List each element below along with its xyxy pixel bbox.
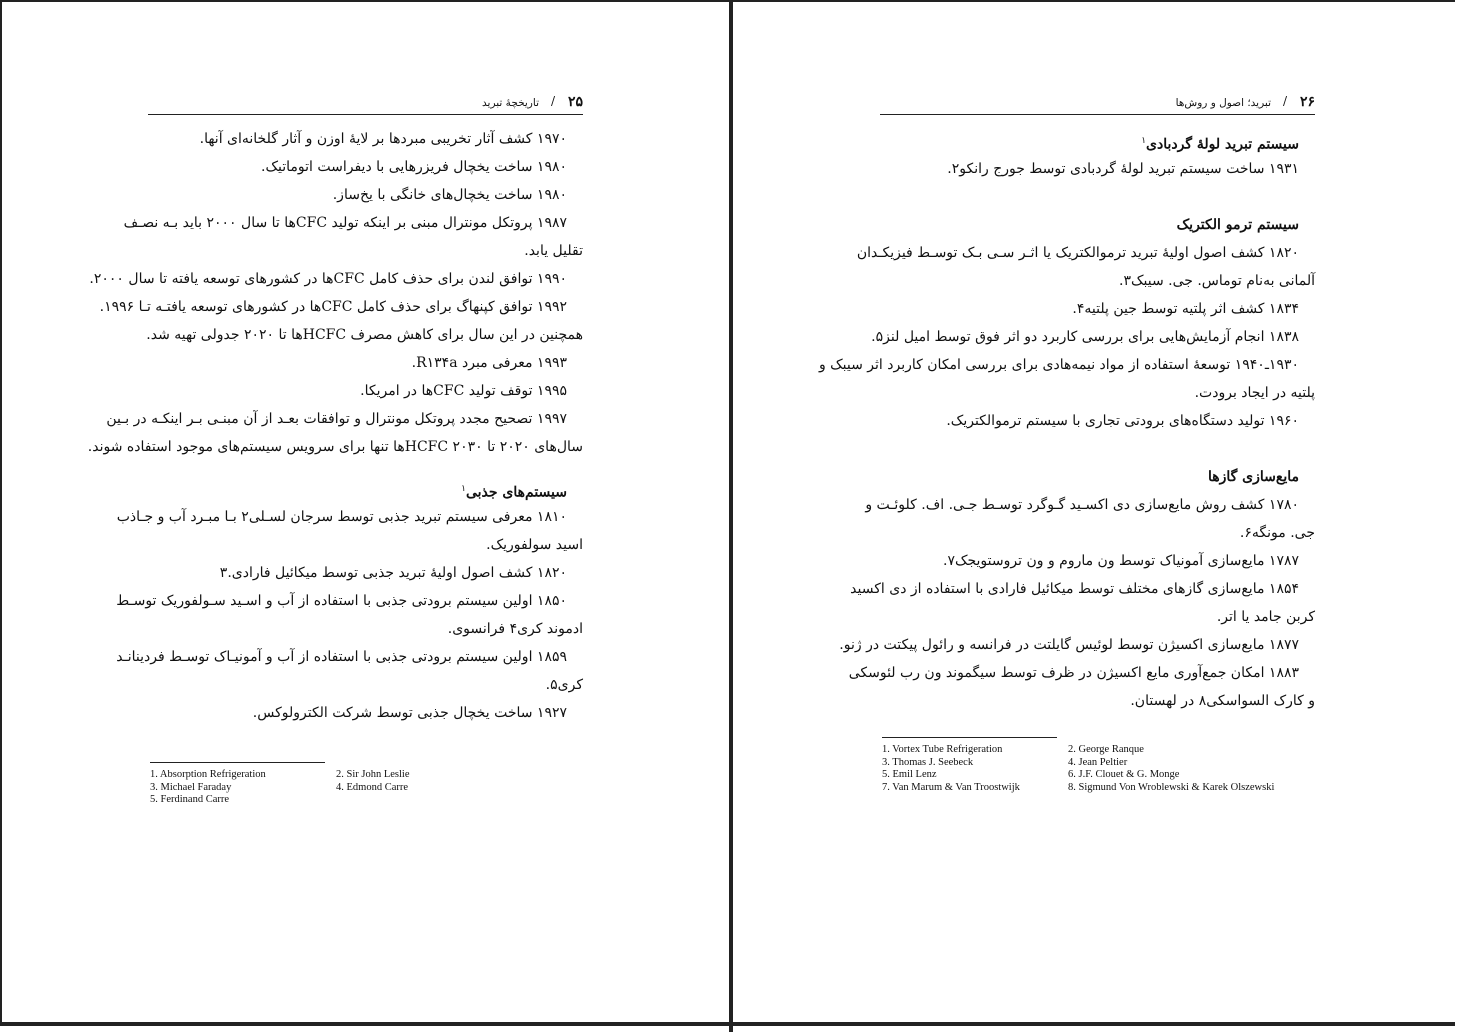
text-line: ۱۹۹۷ تصحیح مجدد پروتکل مونترال و توافقات بعـد از آن مبنـی بـر اینکـه در بـین bbox=[106, 411, 567, 427]
text-line: ۱۸۲۰ کشف اصول اولیهٔ تبرید ترموالکتریک یا اثـر سـی بـک توسـط فیزیکـدان bbox=[856, 245, 1299, 261]
left-page bbox=[87, 92, 583, 727]
section-heading: مایع‌سازی گازها bbox=[1207, 469, 1299, 485]
section-heading: سیستم ترمو الکتریک bbox=[1176, 217, 1299, 233]
book-spine bbox=[729, 0, 733, 1032]
footnote: 1. Vortex Tube Refrigeration bbox=[882, 744, 1003, 755]
footnote-rule bbox=[882, 737, 1057, 738]
footnote-rule bbox=[150, 762, 325, 763]
text-line: پلتیه در ایجاد برودت. bbox=[1194, 385, 1315, 401]
text-line: ۱۸۵۹ اولین سیستم برودتی جذبی با استفاده از آب و آمونیـاک توسـط فردینانـد bbox=[116, 649, 567, 665]
text-line: ۱۹۹۵ توقف تولید CFCها در امریکا. bbox=[360, 383, 567, 399]
absorption-block bbox=[116, 503, 583, 727]
text-line: ادموند کری۴ فرانسوی. bbox=[447, 621, 583, 637]
text-line: ۱۹۲۷ ساخت یخچال جذبی توسط شرکت الکترولوکس. bbox=[252, 705, 567, 721]
text-line: ۱۹۹۰ توافق لندن برای حذف کامل CFCها در کشورهای توسعه یافته تا سال ۲۰۰۰. bbox=[89, 271, 567, 287]
heading-text: سیستم‌های جذبی bbox=[465, 484, 567, 501]
page-number: ۲۶ bbox=[1299, 94, 1315, 110]
header-title: تاریخچهٔ تبرید bbox=[482, 97, 539, 109]
footnote: 3. Thomas J. Seebeck bbox=[882, 756, 974, 768]
heading-text: سیستم تبرید لولهٔ گردبادی bbox=[1146, 136, 1299, 153]
text-line: ۱۸۳۸ انجام آزمایش‌هایی برای بررسی کاربرد دو اثر فوق توسط امیل لنز۵. bbox=[871, 329, 1299, 345]
footnote: 5. Ferdinand Carre bbox=[150, 794, 230, 805]
footnote: 6. J.F. Clouet & G. Monge bbox=[1068, 769, 1180, 780]
text-line: ۱۹۳۱ ساخت سیستم تبرید لولهٔ گردبادی توسط جورج رانکو۲. bbox=[947, 161, 1299, 177]
text-line: ۱۹۶۰ تولید دستگاه‌های برودتی تجاری با سیستم ترموالکتریک. bbox=[946, 413, 1299, 429]
running-header bbox=[880, 92, 1315, 115]
section-heading bbox=[880, 127, 1315, 155]
text-line: کربن جامد یا اتر. bbox=[1216, 609, 1315, 625]
footnote: 1. Absorption Refrigeration bbox=[150, 769, 266, 780]
header-separator: / bbox=[550, 94, 555, 108]
footnote: 2. George Ranque bbox=[1068, 744, 1144, 755]
footnote: 2. Sir John Leslie bbox=[336, 769, 410, 780]
thermoelectric-block bbox=[818, 239, 1315, 435]
text-line: و کارک السواسکی۸ در لهستان. bbox=[1130, 693, 1315, 709]
footnote: 8. Sigmund Von Wroblewski & Karek Olszewski bbox=[1068, 781, 1275, 793]
text-line: آلمانی به‌نام توماس. جی. سیبک۳. bbox=[1118, 273, 1315, 289]
text-line: تقلیل یابد. bbox=[524, 243, 583, 259]
footnotes-right bbox=[882, 737, 1274, 794]
text-line: ۱۹۹۲ توافق کپنهاگ برای حذف کامل CFCها در کشورهای توسعه یافتـه تـا ۱۹۹۶. bbox=[99, 299, 567, 315]
text-line: سال‌های ۲۰۲۰ تا ۲۰۳۰ HCFCها تنها برای سرویس سیستم‌های موجود استفاده شوند. bbox=[87, 439, 583, 455]
text-line: ۱۸۷۷ مایع‌سازی اکسیژن توسط لوئیس گایلتت در فرانسه و رائول پیکتت در ژنو. bbox=[839, 637, 1299, 653]
footnote: 7. Van Marum & Van Troostwijk bbox=[882, 781, 1020, 793]
footnote bbox=[336, 794, 410, 807]
header-title: تبرید؛ اصول و روش‌ها bbox=[1175, 97, 1271, 109]
text-line: کری۵. bbox=[545, 677, 583, 693]
running-header bbox=[148, 92, 583, 115]
footnote-mark: ۱ bbox=[1141, 136, 1147, 146]
footnotes-left bbox=[150, 762, 410, 807]
text-line: ۱۸۱۰ معرفی سیستم تبرید جذبی توسط سرجان لسـلی۲ بـا مبـرد آب و جـاذب bbox=[116, 509, 567, 525]
text-line: ۱۹۳۰ـ۱۹۴۰ توسعهٔ استفاده از مواد نیمه‌هادی برای بررسی امکان کاربرد اثر سیبک و bbox=[818, 357, 1299, 373]
text-line: ۱۹۸۰ ساخت یخچال‌های خانگی با یخ‌ساز. bbox=[332, 187, 567, 203]
footnote: 3. Michael Faraday bbox=[150, 781, 232, 793]
text-line: ۱۹۹۳ معرفی مبرد R۱۳۴a. bbox=[411, 355, 567, 371]
header-separator: / bbox=[1282, 94, 1287, 108]
text-line: ۱۷۸۰ کشف روش مایع‌سازی دی اکسـید گـوگرد توسـط جـی. اف. کلوئـت و bbox=[865, 497, 1299, 513]
right-page bbox=[818, 92, 1315, 715]
page-number: ۲۵ bbox=[567, 94, 583, 110]
text-line: ۱۸۵۰ اولین سیستم برودتی جذبی با استفاده از آب و اسـید سـولفوریک توسـط bbox=[116, 593, 567, 609]
text-line: ۱۸۵۴ مایع‌سازی گازهای مختلف توسط میکائیل فارادی با استفاده از دی اکسید bbox=[850, 581, 1299, 597]
text-line: ۱۸۳۴ کشف اثر پلتیه توسط جین پلتیه۴. bbox=[1072, 301, 1299, 317]
text-line: همچنین در این سال برای کاهش مصرف HCFCها تا ۲۰۲۰ جدولی تهیه شد. bbox=[146, 327, 583, 343]
text-line: ۱۹۸۰ ساخت یخچال فریزرهایی با دیفراست اتوماتیک. bbox=[261, 159, 567, 175]
footnote: 4. Jean Peltier bbox=[1068, 756, 1128, 768]
gas-liquefaction-block bbox=[839, 491, 1315, 715]
timeline-block bbox=[87, 125, 583, 461]
footnote-mark: ۱ bbox=[461, 484, 466, 494]
text-line: ۱۹۷۰ کشف آثار تخریبی مبردها بر لایهٔ اوزن و آثار گلخانه‌ای آنها. bbox=[199, 131, 567, 147]
text-line: جی. مونگه۶. bbox=[1239, 525, 1315, 541]
text-line: ۱۸۸۳ امکان جمع‌آوری مایع اکسیژن در ظرف توسط سیگموند ون رب لئوسکی bbox=[848, 665, 1299, 681]
footnote: 4. Edmond Carre bbox=[336, 781, 409, 793]
text-line: ۱۹۸۷ پروتکل مونترال مبنی بر اینکه تولید CFCها تا سال ۲۰۰۰ باید بـه نصـف bbox=[123, 215, 567, 231]
text-line: ۱۷۸۷ مایع‌سازی آمونیاک توسط ون ماروم و ون تروستویجک۷. bbox=[942, 553, 1299, 569]
section-heading bbox=[148, 475, 583, 503]
text-line: اسید سولفوریک. bbox=[486, 537, 583, 553]
text-line: ۱۸۲۰ کشف اصول اولیهٔ تبرید جذبی توسط میکائیل فارادی.۳ bbox=[219, 565, 567, 581]
footnote: 5. Emil Lenz bbox=[882, 769, 937, 780]
